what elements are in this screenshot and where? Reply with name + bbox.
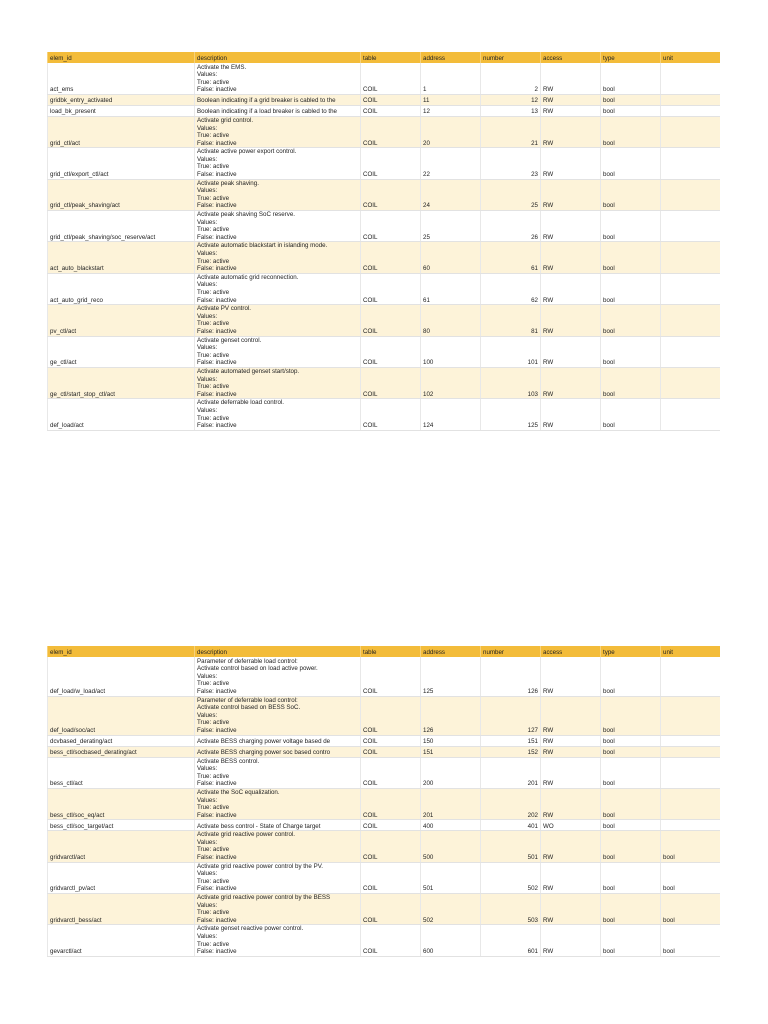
table-row	[48, 148, 720, 179]
address-cell: 25	[421, 211, 481, 242]
unit-cell	[661, 735, 720, 746]
table-cell: COIL	[361, 179, 421, 210]
address-cell: 100	[421, 336, 481, 367]
description-cell: Activate BESS charging power soc based contro	[195, 746, 361, 757]
table-row	[48, 820, 720, 831]
access-cell: RW	[541, 148, 601, 179]
access-cell: RW	[541, 305, 601, 336]
number-cell: 202	[481, 788, 541, 819]
type-cell: bool	[601, 696, 661, 735]
number-cell: 21	[481, 116, 541, 147]
table-cell: COIL	[361, 336, 421, 367]
table-cell: COIL	[361, 116, 421, 147]
number-cell: 502	[481, 862, 541, 893]
description-cell: Activate the SoC equalization. Values: True: active False: inactive	[195, 788, 361, 819]
access-cell: RW	[541, 63, 601, 94]
table-row	[48, 273, 720, 304]
table-row	[48, 746, 720, 757]
description-cell: Activate deferrable load control. Values: True: active False: inactive	[195, 399, 361, 430]
address-cell: 500	[421, 831, 481, 862]
access-cell: RW	[541, 399, 601, 430]
address-cell: 12	[421, 105, 481, 116]
description-cell: Activate the EMS. Values: True: active False: inactive	[195, 63, 361, 94]
elem-id-cell: grid_ctl/peak_shaving/soc_reserve/act	[48, 211, 195, 242]
type-cell: bool	[601, 211, 661, 242]
table-cell: COIL	[361, 368, 421, 399]
number-cell: 503	[481, 894, 541, 925]
type-cell: bool	[601, 788, 661, 819]
unit-cell: bool	[661, 894, 720, 925]
table-row	[48, 105, 720, 116]
description-cell: Parameter of deferrable load control: Activate control based on load active power. Values: True: active False: inactive	[195, 657, 361, 696]
unit-cell	[661, 94, 720, 105]
type-cell: bool	[601, 657, 661, 696]
address-cell: 20	[421, 116, 481, 147]
elem-id-cell: gridvarctl_bess/act	[48, 894, 195, 925]
elem-id-cell: bess_ctl/socbased_derating/act	[48, 746, 195, 757]
address-cell: 126	[421, 696, 481, 735]
unit-cell	[661, 63, 720, 94]
col-header-address: address	[421, 646, 481, 657]
access-cell: RW	[541, 336, 601, 367]
col-header-type: type	[601, 646, 661, 657]
number-cell: 23	[481, 148, 541, 179]
type-cell: bool	[601, 862, 661, 893]
unit-cell	[661, 757, 720, 788]
unit-cell: bool	[661, 862, 720, 893]
elem-id-cell: def_load/soc/act	[48, 696, 195, 735]
header-row	[48, 52, 720, 63]
table-row	[48, 305, 720, 336]
type-cell: bool	[601, 894, 661, 925]
col-header-number: number	[481, 646, 541, 657]
table-cell: COIL	[361, 105, 421, 116]
address-cell: 600	[421, 925, 481, 956]
number-cell: 81	[481, 305, 541, 336]
unit-cell	[661, 336, 720, 367]
type-cell: bool	[601, 831, 661, 862]
table-cell: COIL	[361, 399, 421, 430]
description-cell: Activate genset control. Values: True: active False: inactive	[195, 336, 361, 367]
table-cell: COIL	[361, 305, 421, 336]
table-cell: COIL	[361, 148, 421, 179]
description-cell: Activate grid reactive power control by the BESS Values: True: active False: inactive	[195, 894, 361, 925]
col-header-table: table	[361, 52, 421, 63]
access-cell: RW	[541, 116, 601, 147]
table-row	[48, 894, 720, 925]
type-cell: bool	[601, 399, 661, 430]
number-cell: 26	[481, 211, 541, 242]
unit-cell: bool	[661, 831, 720, 862]
unit-cell	[661, 273, 720, 304]
table-cell: COIL	[361, 94, 421, 105]
col-header-elem-id: elem_id	[48, 52, 195, 63]
table-row	[48, 336, 720, 367]
table-row	[48, 735, 720, 746]
address-cell: 150	[421, 735, 481, 746]
table-cell: COIL	[361, 63, 421, 94]
col-header-number: number	[481, 52, 541, 63]
col-header-elem-id: elem_id	[48, 646, 195, 657]
access-cell: RW	[541, 211, 601, 242]
address-cell: 201	[421, 788, 481, 819]
col-header-access: access	[541, 646, 601, 657]
number-cell: 125	[481, 399, 541, 430]
number-cell: 103	[481, 368, 541, 399]
access-cell: RW	[541, 657, 601, 696]
unit-cell	[661, 105, 720, 116]
access-cell: RW	[541, 925, 601, 956]
type-cell: bool	[601, 757, 661, 788]
address-cell: 60	[421, 242, 481, 273]
col-header-unit: unit	[661, 646, 720, 657]
address-cell: 61	[421, 273, 481, 304]
number-cell: 13	[481, 105, 541, 116]
elem-id-cell: gridbk_entry_activated	[48, 94, 195, 105]
elem-id-cell: pv_ctl/act	[48, 305, 195, 336]
register-table-1	[47, 52, 720, 431]
unit-cell	[661, 305, 720, 336]
table-cell: COIL	[361, 735, 421, 746]
type-cell: bool	[601, 179, 661, 210]
description-cell: Activate active power export control. Values: True: active False: inactive	[195, 148, 361, 179]
type-cell: bool	[601, 116, 661, 147]
type-cell: bool	[601, 305, 661, 336]
type-cell: bool	[601, 746, 661, 757]
number-cell: 127	[481, 696, 541, 735]
description-cell: Activate genset reactive power control. Values: True: active False: inactive	[195, 925, 361, 956]
access-cell: RW	[541, 788, 601, 819]
type-cell: bool	[601, 105, 661, 116]
table-cell: COIL	[361, 894, 421, 925]
address-cell: 502	[421, 894, 481, 925]
number-cell: 126	[481, 657, 541, 696]
address-cell: 80	[421, 305, 481, 336]
elem-id-cell: act_auto_blackstart	[48, 242, 195, 273]
description-cell: Activate peak shaving SoC reserve. Values: True: active False: inactive	[195, 211, 361, 242]
col-header-description: description	[195, 52, 361, 63]
elem-id-cell: bess_ctl/soc_target/act	[48, 820, 195, 831]
table-cell: COIL	[361, 831, 421, 862]
table-cell: COIL	[361, 862, 421, 893]
access-cell: RW	[541, 696, 601, 735]
unit-cell	[661, 211, 720, 242]
table-row	[48, 831, 720, 862]
elem-id-cell: bess_ctl/act	[48, 757, 195, 788]
access-cell: RW	[541, 894, 601, 925]
address-cell: 200	[421, 757, 481, 788]
type-cell: bool	[601, 94, 661, 105]
unit-cell	[661, 148, 720, 179]
unit-cell	[661, 242, 720, 273]
access-cell: RW	[541, 273, 601, 304]
table-row	[48, 788, 720, 819]
table-row	[48, 116, 720, 147]
description-cell: Boolean indicating if a grid breaker is cabled to the	[195, 94, 361, 105]
number-cell: 401	[481, 820, 541, 831]
number-cell: 601	[481, 925, 541, 956]
description-cell: Activate BESS charging power voltage based de	[195, 735, 361, 746]
access-cell: RW	[541, 242, 601, 273]
elem-id-cell: def_load/w_load/act	[48, 657, 195, 696]
unit-cell	[661, 399, 720, 430]
table-cell: COIL	[361, 820, 421, 831]
elem-id-cell: act_ems	[48, 63, 195, 94]
elem-id-cell: grid_ctl/act	[48, 116, 195, 147]
number-cell: 101	[481, 336, 541, 367]
elem-id-cell: gridvarctl_pv/act	[48, 862, 195, 893]
col-header-description: description	[195, 646, 361, 657]
type-cell: bool	[601, 820, 661, 831]
address-cell: 501	[421, 862, 481, 893]
access-cell: RW	[541, 179, 601, 210]
address-cell: 125	[421, 657, 481, 696]
number-cell: 61	[481, 242, 541, 273]
register-table-2	[47, 646, 720, 957]
description-cell: Boolean indicating if a load breaker is cabled to the	[195, 105, 361, 116]
description-cell: Parameter of deferrable load control: Activate control based on BESS SoC. Values: True: active False: inactive	[195, 696, 361, 735]
number-cell: 62	[481, 273, 541, 304]
elem-id-cell: dcvbased_derating/act	[48, 735, 195, 746]
number-cell: 151	[481, 735, 541, 746]
table-row	[48, 399, 720, 430]
elem-id-cell: ge_ctl/act	[48, 336, 195, 367]
unit-cell	[661, 179, 720, 210]
address-cell: 1	[421, 63, 481, 94]
table-row	[48, 657, 720, 696]
elem-id-cell: gevarctl/act	[48, 925, 195, 956]
elem-id-cell: ge_ctl/start_stop_ctl/act	[48, 368, 195, 399]
table-row	[48, 696, 720, 735]
access-cell: RW	[541, 368, 601, 399]
elem-id-cell: gridvarctl/act	[48, 831, 195, 862]
number-cell: 25	[481, 179, 541, 210]
unit-cell	[661, 696, 720, 735]
unit-cell	[661, 820, 720, 831]
elem-id-cell: act_auto_grid_reco	[48, 273, 195, 304]
type-cell: bool	[601, 368, 661, 399]
address-cell: 400	[421, 820, 481, 831]
unit-cell: bool	[661, 925, 720, 956]
elem-id-cell: def_load/act	[48, 399, 195, 430]
address-cell: 102	[421, 368, 481, 399]
col-header-access: access	[541, 52, 601, 63]
description-cell: Activate PV control. Values: True: active False: inactive	[195, 305, 361, 336]
table-cell: COIL	[361, 746, 421, 757]
address-cell: 124	[421, 399, 481, 430]
access-cell: WO	[541, 820, 601, 831]
elem-id-cell: grid_ctl/peak_shaving/act	[48, 179, 195, 210]
access-cell: RW	[541, 105, 601, 116]
number-cell: 501	[481, 831, 541, 862]
table-row	[48, 862, 720, 893]
col-header-unit: unit	[661, 52, 720, 63]
type-cell: bool	[601, 242, 661, 273]
type-cell: bool	[601, 735, 661, 746]
description-cell: Activate peak shaving. Values: True: active False: inactive	[195, 179, 361, 210]
type-cell: bool	[601, 63, 661, 94]
access-cell: RW	[541, 862, 601, 893]
description-cell: Activate automatic grid reconnection. Values: True: active False: inactive	[195, 273, 361, 304]
description-cell: Activate BESS control. Values: True: active False: inactive	[195, 757, 361, 788]
header-row	[48, 646, 720, 657]
table-cell: COIL	[361, 273, 421, 304]
address-cell: 11	[421, 94, 481, 105]
access-cell: RW	[541, 94, 601, 105]
type-cell: bool	[601, 336, 661, 367]
table-row	[48, 211, 720, 242]
access-cell: RW	[541, 831, 601, 862]
address-cell: 151	[421, 746, 481, 757]
table-row	[48, 179, 720, 210]
type-cell: bool	[601, 925, 661, 956]
table-cell: COIL	[361, 925, 421, 956]
access-cell: RW	[541, 735, 601, 746]
number-cell: 201	[481, 757, 541, 788]
unit-cell	[661, 657, 720, 696]
col-header-table: table	[361, 646, 421, 657]
table-cell: COIL	[361, 788, 421, 819]
address-cell: 22	[421, 148, 481, 179]
description-cell: Activate grid reactive power control. Values: True: active False: inactive	[195, 831, 361, 862]
col-header-type: type	[601, 52, 661, 63]
description-cell: Activate automated genset start/stop. Values: True: active False: inactive	[195, 368, 361, 399]
number-cell: 12	[481, 94, 541, 105]
number-cell: 152	[481, 746, 541, 757]
table-row	[48, 757, 720, 788]
table-cell: COIL	[361, 211, 421, 242]
elem-id-cell: bess_ctl/soc_eq/act	[48, 788, 195, 819]
table-row	[48, 94, 720, 105]
col-header-address: address	[421, 52, 481, 63]
table-cell: COIL	[361, 696, 421, 735]
access-cell: RW	[541, 757, 601, 788]
address-cell: 24	[421, 179, 481, 210]
description-cell: Activate grid reactive power control by the PV. Values: True: active False: inactive	[195, 862, 361, 893]
table-cell: COIL	[361, 757, 421, 788]
unit-cell	[661, 368, 720, 399]
table-cell: COIL	[361, 657, 421, 696]
unit-cell	[661, 788, 720, 819]
table-row	[48, 925, 720, 956]
table-cell: COIL	[361, 242, 421, 273]
unit-cell	[661, 746, 720, 757]
description-cell: Activate automatic blackstart in islanding mode. Values: True: active False: inactive	[195, 242, 361, 273]
number-cell: 2	[481, 63, 541, 94]
elem-id-cell: load_bk_present	[48, 105, 195, 116]
table-row	[48, 242, 720, 273]
table-row	[48, 63, 720, 94]
table-row	[48, 368, 720, 399]
elem-id-cell: grid_ctl/export_ctl/act	[48, 148, 195, 179]
type-cell: bool	[601, 273, 661, 304]
description-cell: Activate grid control. Values: True: active False: inactive	[195, 116, 361, 147]
type-cell: bool	[601, 148, 661, 179]
access-cell: RW	[541, 746, 601, 757]
description-cell: Activate bess control - State of Charge target	[195, 820, 361, 831]
unit-cell	[661, 116, 720, 147]
